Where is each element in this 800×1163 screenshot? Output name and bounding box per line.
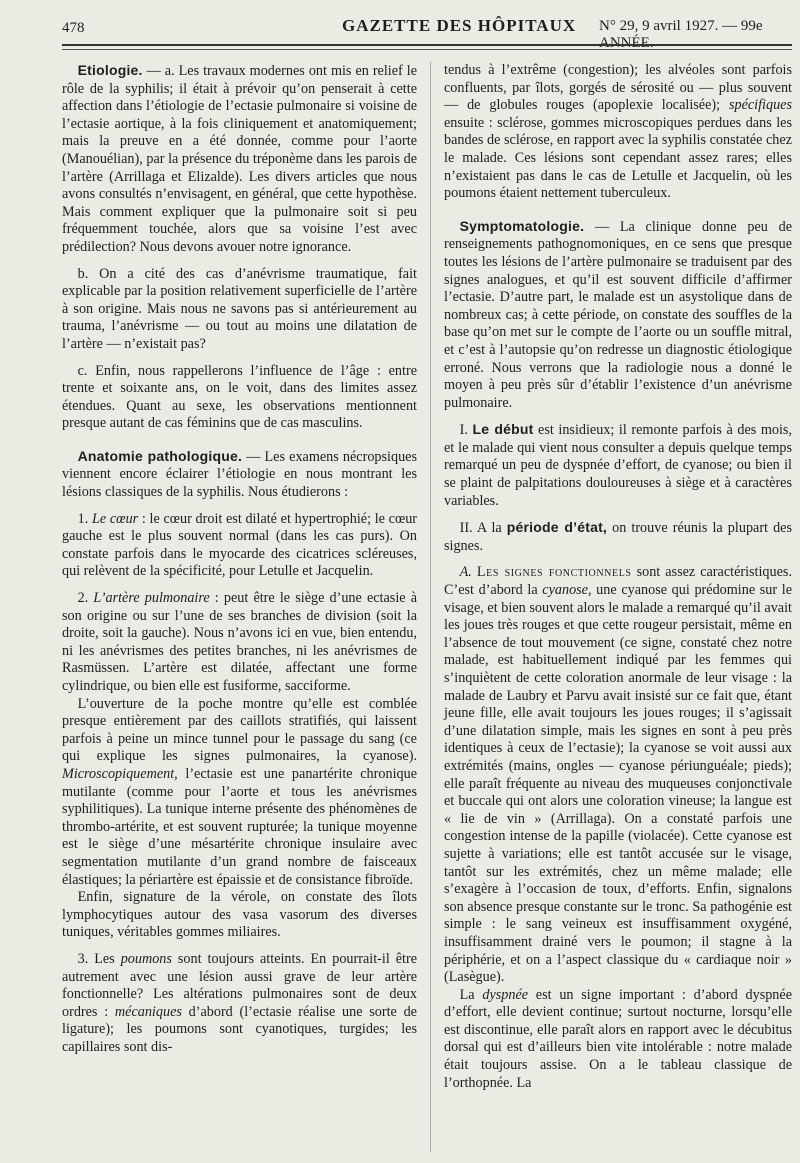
paragraph-debut: I. Le début est insidieux; il remonte parfois à des mois, et le malade qui vient nous consulter a depuis quelque temps remarqué un peu de dyspnée d’effort, de cyanose; ou bien il se plaint de palpitations douloureuses à siège et à caractères variables. (444, 421, 792, 509)
paragraph-poche: L’ouverture de la poche montre qu’elle est comblée presque entièrement par des caillots stratifiés, qui laissent parfois à peine un mince tunnel pour le passage du sang (ce qui explique les signes pulmonaires, la cyanose). Microscopiquement, l’ectasie est une panartérite chronique mutilante (comme pour l’aorte et tous les anévrismes syphilitiques). La tunique interne présente des phénomènes de thrombo-artérite, et est souvent rupturée; la tunique moyenne est le siège d’une mésartérite chronique insulaire avec segmentation mutilante d’un grand nombre de faisceaux élastiques; la périartère est épaissie et de consistance fibroïde. (62, 695, 417, 888)
paragraph-etiologie-c: c. Enfin, nous rappellerons l’influence de l’âge : entre trente et soixante ans, on le voit, dans des limites assez étendues. Quant au sexe, les observations mentionnent presque autant de cas féminins que de cas masculins. (62, 362, 417, 432)
page-header (62, 16, 792, 51)
issue-info: N° 29, 9 avril 1927. — 99e ANNÉE. (599, 18, 763, 51)
page-number: 478 (62, 20, 85, 36)
section-heading-symptomatologie: Symptomatologie. (459, 217, 585, 234)
journal-title: GAZETTE DES HÔPITAUX (342, 16, 577, 35)
paragraph-coeur: 1. Le cœur : le cœur droit est dilaté et hypertrophié; le cœur gauche est le plus souvent normal (dans les cas purs). On constate parfois dans le myocarde des cicatrices scléreuses, qui relèvent de la spécificité, pour Letulle et Jacquelin. (62, 510, 418, 580)
left-column (62, 62, 417, 1056)
paragraph-poumons: 3. Les poumons sont toujours atteints. En pourrait-il être autrement avec une lésion aussi grave de leur artère fonctionnelle? Les altérations pulmonaires sont de deux ordres : mécaniques d’abord (l’ectasie réalise une sorte de ligature); les poumons sont cyanotiques, turgides; les capillaires sont dis- (62, 950, 417, 1055)
subheading-periode-etat: période d’état, (506, 519, 608, 536)
header-rule-thin (62, 49, 792, 50)
paragraph-poumons-cont: tendus à l’extrême (congestion); les alvéoles sont parfois confluents, par îlots, gorgés de sérosité ou — plus souvent — de globules rouges (apoplexie localisée); spécifiques ensuite : sclérose, gommes microscopiques perdues dans les bandes de sclérose, en rapport avec la syphilis constatée chez le malade. Ces lésions sont cependant assez rares; elles n’existaient pas dans le cas de Letulle et Jacquelin, où les poumons étaient nettement tuberculeux. (444, 62, 792, 202)
paragraph-etiologie-a: Etiologie. — a. Les travaux modernes ont mis en relief le rôle de la syphilis; il était à prévoir qu’on penserait à cette affection dans l’étiologie de l’ectasie pulmonaire si voisine de l’ectasie aortique, à la fois cliniquement et anatomiquement; mais la preuve en a été donnée, comme pour l’aorte (Manouélian), par la présence du tréponème dans les parois de l’artère (Arrillaga et Elizalde). Les divers articles que nous avons consultés n’envisagent, en général, que cette hypothèse. Mais comment expliquer que la pulmonaire soit si peu fréquemment touchée, alors que sa voisine l’est avec prédilection? Nous devons avouer notre ignorance. (62, 62, 417, 255)
paragraph-signes-fonctionnels: A. Les signes fonctionnels sont assez caractéristiques. C’est d’abord la cyanose, une cyanose qui prédomine sur le visage, et bien souvent alors le malade a remarqué qu’il avait les joues très rouges et que cette rougeur persistait, même en l’absence de tout mouvement (ce signe, constaté chez notre malade, est habituellement indiqué par les femmes qui s’inquiètent de cette coloration anormale de leur visage : la malade de Laubry et Parvu avait insisté sur ce fait que, étant jeune fille, elle avait toujours les joues rouges; il s’agissait d’une dilatation simple, mais les signes en sont à peu près identiques à ceux de l’ectasie); la cyanose se voit aussi aux extrémités (mains, ongles — cyanose périunguéale; pieds); elle paraît fréquente au niveau des muqueuses conjonctivale et buccale qui ont alors une coloration vineuse; la langue est « lie de vin » (Arrillaga). On a constaté parfois une congestion intense de la papille (violacée). Cette cyanose est sujette à variations; elle est tantôt accusée sur le visage, tantôt sur les extrémités, chez un même malade; elle s’exagère à l’occasion de toux, d’efforts. Enfin, signalons son absence presque constante sur le tronc. Sa pathogénie est simple : le sang veineux est insuffisamment oxygéné, insuffisamment drainé vers le poumon; il stagne à la périphérie, et on a l’aspect classique du « cardiaque noir » (Lasègue). (444, 564, 793, 986)
paragraph-artere: 2. L’artère pulmonaire : peut être le siège d’une ectasie à son origine ou sur l’une de ses branches de division (soit la droite, soit la gauche). Nous n’avons ici en vue, bien entendu, ni les anévrismes des petites branches, ni les anévrismes de Rasmüssen. L’artère est dilatée, affectant une forme cylindrique, ou bien elle est fusiforme, sacciforme. (62, 590, 417, 694)
paragraph-verole: Enfin, signature de la vérole, on constate des îlots lymphocytiques autour des vasa vasorum des diverses tuniques, véritables gommes miliaires. (62, 889, 417, 941)
column-separator (430, 62, 431, 1152)
right-column (444, 62, 792, 1092)
subheading-debut: Le début (472, 421, 534, 438)
paragraph-symptomatologie: Symptomatologie. — La clinique donne peu de renseignements pathognomoniques, en ce sens que presque toutes les lésions de l’artère pulmonaire se traduisent par des signes analogues, et qu’il est souvent difficile d’affirmer l’ectasie. D’autre part, le malade est un asystolique dans de nombreux cas; à cette période, on constate des souffles de la base qu’on met sur le compte de l’aorte ou un souffle mitral, et c’est à l’autopsie qu’on redresse un diagnostic étiologique erroné. Nous verrons que la radiologie nous a donné le moyen à peu près sûr d’établir l’existence d’un anévrisme pulmonaire. (444, 217, 792, 411)
section-heading-anatomie: Anatomie pathologique. (77, 447, 243, 464)
paragraph-anatomie: Anatomie pathologique. — Les examens nécropsiques viennent encore éclairer l’étiologie en nous montrant les lésions classiques de la syphilis. Nous étudierons : (62, 447, 417, 501)
section-heading-etiologie: Etiologie. (77, 62, 143, 78)
paragraph-dyspnee: La dyspnée est un signe important : d’abord dyspnée d’effort, elle devient continue; surtout nocturne, lorsqu’elle est discontinue, elle paraît alors en rapport avec le décubitus dorsal qui est d’ailleurs bien vite intolérable : notre malade était toujours assise. On a le tableau classique de l’orthopnée. La (444, 986, 792, 1091)
paragraph-periode-etat: II. A la période d’état, on trouve réunis la plupart des signes. (444, 519, 792, 554)
header-rule (62, 44, 792, 46)
paragraph-etiologie-b: b. On a cité des cas d’anévrisme traumatique, fait explicable par la position relativement superficielle de l’artère à son origine. Mais nous ne savons pas si antérieurement au trauma, l’anévrisme — ou tout au moins une dilatation de l’artère — n’existait pas? (62, 265, 417, 352)
